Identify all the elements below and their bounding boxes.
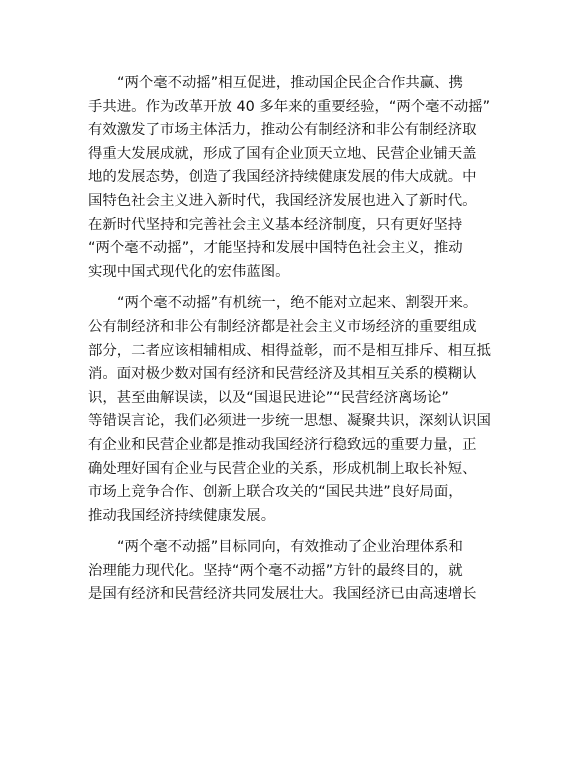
text-line: 有效激发了市场主体活力，推动公有制经济和非公有制经济取: [88, 122, 477, 139]
text-line: 国特色社会主义进入新时代，我国经济发展也进入了新时代。: [88, 192, 477, 209]
text-line: 有企业和民营企业都是推动我国经济行稳致远的重要力量，正: [88, 436, 477, 453]
text-line: 地的发展态势，创造了我国经济持续健康发展的伟大成就。中: [88, 169, 477, 186]
text-line: 消。面对极少数对国有经济和民营经济及其相互关系的模糊认: [88, 366, 477, 383]
text-line: 得重大发展成就，形成了国有企业顶天立地、民营企业铺天盖: [88, 145, 477, 162]
text-line: 推动我国经济持续健康发展。: [88, 507, 276, 524]
paragraph-1: [88, 72, 504, 284]
text-line: 等错误言论，我们必须进一步统一思想、凝聚共识，深刻认识国: [88, 413, 491, 430]
text-line: 是国有经济和民营经济共同发展壮大。我国经济已由高速增长: [88, 586, 477, 603]
text-line: 实现中国式现代化的宏伟蓝图。: [88, 263, 290, 280]
document-body: [88, 72, 504, 607]
text-line: 部分，二者应该相辅相成、相得益彰，而不是相互排斥、相互抵: [88, 342, 491, 359]
text-line: 公有制经济和非公有制经济都是社会主义市场经济的重要组成: [88, 318, 477, 335]
text-line: “两个毫不动摇”目标同向，有效推动了企业治理体系和: [117, 539, 463, 556]
text-line: “两个毫不动摇”相互促进，推动国企民企合作共赢、携: [117, 75, 463, 91]
text-line: 在新时代坚持和完善社会主义基本经济制度，只有更好坚持: [88, 216, 463, 233]
text-line: “两个毫不动摇”有机统一，绝不能对立起来、割裂开来。: [117, 295, 478, 312]
text-line: 手共进。作为改革开放 40 多年来的重要经验，“两个毫不动摇”: [88, 98, 491, 115]
text-line: “两个毫不动摇”，才能坚持和发展中国特色社会主义，推动: [88, 240, 463, 257]
text-line: 确处理好国有企业与民营企业的关系，形成机制上取长补短、: [88, 460, 477, 477]
text-line: 识，甚至曲解误读，以及“国退民进论”“民营经济离场论”: [88, 389, 449, 406]
paragraph-2: [88, 292, 504, 528]
text-line: 治理能力现代化。坚持“两个毫不动摇”方针的最终目的，就: [88, 562, 463, 579]
paragraph-3: [88, 536, 504, 607]
text-line: 市场上竞争合作、创新上联合攻关的“国民共进”良好局面，: [88, 484, 463, 501]
